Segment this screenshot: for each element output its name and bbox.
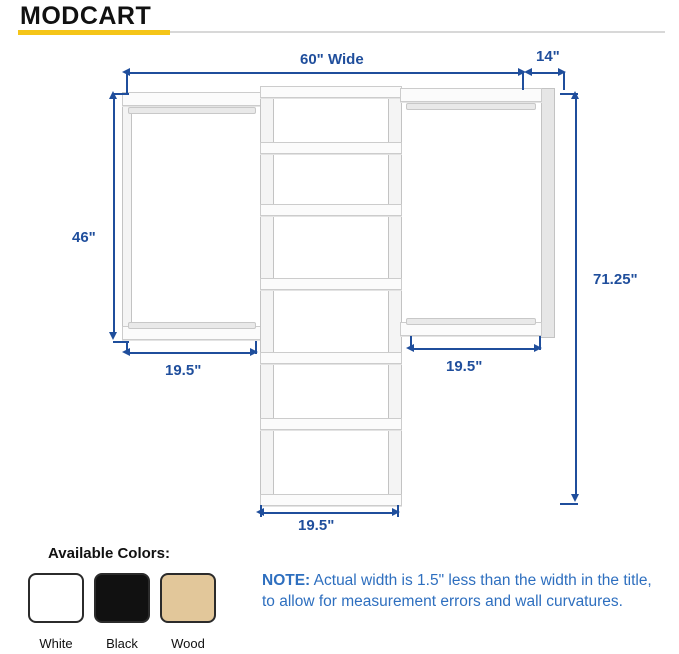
top-width-tick-left [126, 72, 128, 94]
depth-tick-right [563, 72, 565, 90]
left-hanging-rod [128, 107, 256, 114]
right-lower-rod [406, 318, 536, 325]
color-label-wood: Wood [171, 636, 205, 651]
right-bottom-width-dimension-line [412, 348, 534, 350]
left-height-label: 46" [72, 229, 96, 246]
note-block [262, 571, 667, 613]
right-height-tick-top [560, 93, 578, 95]
right-height-label: 71.25" [593, 271, 638, 288]
center-bottom-panel [260, 494, 402, 506]
center-shelf-5 [260, 418, 402, 430]
right-height-arrow-down [571, 494, 579, 502]
right-height-dimension-line [575, 98, 577, 494]
depth-arrow-left [524, 68, 532, 76]
left-height-arrow-down [109, 332, 117, 340]
note-prefix: NOTE: [262, 572, 311, 589]
left-bottom-width-label: 19.5" [165, 362, 202, 379]
color-label-white: White [39, 636, 73, 651]
center-shelf-2 [260, 204, 402, 216]
left-bottom-width-dimension-line [128, 352, 250, 354]
color-swatch-wood[interactable] [160, 573, 216, 623]
right-bottom-width-label: 19.5" [446, 358, 483, 375]
top-width-dimension-line [128, 72, 518, 74]
right-top-shelf [400, 88, 542, 102]
left-top-shelf [122, 92, 262, 106]
center-top-panel [260, 86, 402, 98]
top-width-label: 60" Wide [300, 51, 364, 68]
center-bottom-tick-left [260, 505, 262, 517]
right-hanging-rod [406, 103, 536, 110]
center-bottom-width-label: 19.5" [298, 517, 335, 534]
left-bottom-tick-left [126, 341, 128, 354]
center-shelf-1 [260, 142, 402, 154]
center-bottom-tick-right [397, 505, 399, 517]
left-height-dimension-line [113, 98, 115, 332]
right-outer-side-panel [541, 88, 555, 338]
center-shelf-3 [260, 278, 402, 290]
left-outer-side-panel [122, 92, 132, 340]
left-height-tick-top [113, 93, 129, 95]
left-lower-rod [128, 322, 256, 329]
note-text: Actual width is 1.5" less than the width in the title, to allow for measurement errors and wall curvatures. [262, 572, 652, 610]
center-shelf-4 [260, 352, 402, 364]
color-swatch-white[interactable] [28, 573, 84, 623]
right-height-tick-bottom [560, 503, 578, 505]
brand-logo: MODCART [20, 2, 152, 30]
available-colors-title: Available Colors: [48, 545, 170, 562]
color-label-black: Black [106, 636, 138, 651]
left-bottom-tick-right [255, 341, 257, 354]
right-bottom-tick-left [410, 336, 412, 350]
depth-dimension-line [528, 72, 562, 74]
depth-label: 14" [536, 48, 560, 65]
right-bottom-tick-right [539, 336, 541, 350]
center-bottom-width-dimension-line [262, 512, 392, 514]
color-swatch-black[interactable] [94, 573, 150, 623]
